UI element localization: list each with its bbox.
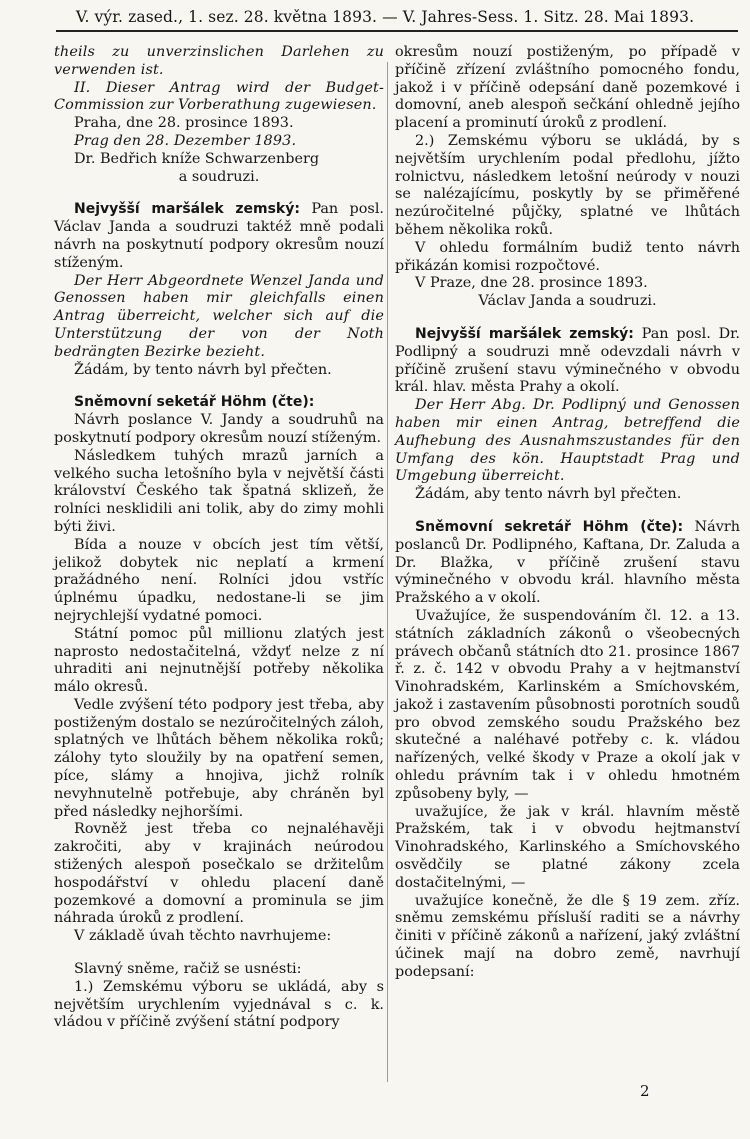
paragraph: V ohledu formálním budiž tento návrh přikázán komisi rozpočtové. [395, 239, 740, 274]
paragraph: Následkem tuhých mrazů jarních a velkého sucha letošního byla v největší části království Českého tak špatná sklizeň, že rolníci nesklidili ani tolik, aby do zimy mohli býti živi. [54, 447, 384, 535]
speaker-name: Sněmovní seketář Höhm (čte): [74, 394, 315, 411]
paragraph: uvažujíce, že jak v král. hlavním městě Pražském, tak i v obvodu hejtmanství Vinohradského, Karlinského a Smíchovského osvědčily se platné zákony zcela dostačitelnými, — [395, 803, 740, 891]
paragraph: Nejvyšší maršálek zemský: Pan posl. Václav Janda a soudruzi taktéž mně podali návrh na poskytnutí podpory okresům nouzí stíženým. [54, 201, 384, 271]
paragraph: 2.) Zemskému výboru se ukládá, by s největším urychlením podal předlohu, jížto rolnictvu, následkem letošní neúrody v nouzi se nalézajícímu, poskytly by se přiměřené nezúročitelné půjčky, splatné ve lhůtách během několika roků. [395, 132, 740, 238]
left-column [54, 44, 384, 1032]
speaker-name: Sněmovní sekretář Höhm (čte): [415, 518, 684, 535]
paragraph: theils zu unverzinslichen Darlehen zu verwenden ist. [54, 44, 384, 78]
paragraph: Žádám, by tento návrh byl přečten. [74, 361, 332, 378]
paragraph: Rovněž jest třeba co nejnaléhavěji zakročiti, aby v krajinách neúrodou stižených alespoň posečkalo se držitelům hospodářství v ohledu placení daně pozemkové a domovní a prominula se jim náhrada úroků z prodlení. [54, 821, 384, 927]
paragraph: Bída a nouze v obcích jest tím větší, jelikož dobytek nic neplatí a krmení pražádného není. Rolníci jdou vstříc úplnému úpadku, nedostane-li se jim nejrychlejší vydatné pomoci. [54, 536, 384, 624]
paragraph: Der Herr Abg. Dr. Podlipný und Genossen haben mir einen Antrag, betreffend die Aufhebung des Ausnahmszustandes für den Umfang des kön. Hauptstadt Prag und Umgebung überreicht. [395, 397, 740, 485]
paragraph: Uvažujíce, že suspendováním čl. 12. a 13. státních základních zákonů o všeobecných právech občanů státních dto 21. prosince 1867 ř. z. č. 142 v obvodu Prahy a v hejtmanství Vinohradském, Karlinském a Smíchovském, jakož i zastavením působnosti porotních soudů pro obvod zemského soudu Pražského bez skutečné a naléhavé potřeby c. k. vládou nařízených, velké škody v Praze a okolí jak v ohledu právním tak i v ohledu hmotném způsobeny byly, — [395, 607, 740, 802]
paragraph-spacer [54, 186, 384, 201]
paragraph: a soudruzi. [178, 168, 260, 185]
paragraph-spacer [54, 946, 384, 961]
paragraph: Vedle zvýšení této podpory jest třeba, aby postiženým dostalo se nezúročitelných záloh, splatných ve lhůtách během několika roků; zálohy tyto sloužily by na opatření semen, píce, slámy a hnojiva, jichž rolník nevyhnutelně potřebuje, aby chráněn byl před následky nejhoršími. [54, 696, 384, 820]
paragraph: V Praze, dne 28. prosince 1893. [415, 275, 648, 292]
paragraph: Dr. Bedřich kníže Schwarzenberg [74, 150, 320, 167]
paragraph: V základě úvah těchto navrhujeme: [74, 928, 332, 945]
paragraph-spacer [395, 311, 740, 326]
paragraph: 1.) Zemskému výboru se ukládá, aby s největším urychlením vyjednával s c. k. vládou v příčině zvýšení státní podpory [54, 978, 384, 1031]
column-divider [387, 62, 388, 1082]
paragraph: Václav Janda a soudruzi. [478, 293, 657, 310]
running-header: V. výr. zased., 1. sez. 28. května 1893. — V. Jahres-Sess. 1. Sitz. 28. Mai 1893. [75, 8, 695, 26]
paragraph: Prag den 28. Dezember 1893. [74, 132, 297, 149]
paragraph: Praha, dne 28. prosince 1893. [74, 115, 294, 132]
paragraph [54, 394, 384, 412]
paragraph: Žádám, aby tento návrh byl přečten. [415, 486, 682, 503]
speaker-name: Nejvyšší maršálek zemský: [415, 325, 634, 342]
page-number: 2 [640, 1082, 650, 1100]
paragraph: Státní pomoc půl millionu zlatých jest naprosto nedostačitelná, vždyť nelze z ní uhraditi ani nejnutnější potřeby několika málo okresů. [54, 625, 384, 696]
paragraph: Sněmovní sekretář Höhm (čte): Návrh poslanců Dr. Podlipného, Kaftana, Dr. Zaluda a Dr. Blažka, v příčině zrušení stavu výminečného v obvodu král. hlavního města Pražského a v okolí. [395, 518, 740, 607]
speaker-name: Nejvyšší maršálek zemský: [74, 201, 300, 218]
paragraph: Slavný sněme, račiž se usnésti: [74, 961, 302, 978]
paragraph: II. Dieser Antrag wird der Budget-Commission zur Vorberathung zugewiesen. [54, 79, 384, 114]
paragraph: Der Herr Abgeordnete Wenzel Janda und Genossen haben mir gleichfalls einen Antrag überreicht, welcher sich auf die Unterstützung der von der Noth bedrängten Bezirke bezieht. [54, 272, 384, 360]
paragraph: Návrh poslance V. Jandy a soudruhů na poskytnutí podpory okresům nouzí stíženým. [54, 412, 384, 446]
right-column [395, 44, 740, 982]
paragraph: Nejvyšší maršálek zemský: Pan posl. Dr. Podlipný a soudruzi mně odevzdali návrh v příčině zrušení stavu výminečného v obvodu král. hlav. města Prahy a okolí. [395, 325, 740, 396]
paragraph-spacer [54, 379, 384, 394]
paragraph: okresům nouzí postiženým, po případě v příčině zřízení zvláštního pomocného fondu, jakož i v příčině odepsání daně pozemkové i domovní, aneb alespoň sečkání ohledně jejího placení a prominutí úroků z prodlení. [395, 44, 740, 132]
paragraph-spacer [395, 504, 740, 519]
header-rule [56, 30, 738, 32]
paragraph: uvažujíce konečně, že dle § 19 zem. zříz. sněmu zemskému přísluší raditi se a návrhy činiti v příčině zákonů a nařízení, jaký zvláštní účinek mají na dobro země, navrhují podepsaní: [395, 892, 740, 980]
